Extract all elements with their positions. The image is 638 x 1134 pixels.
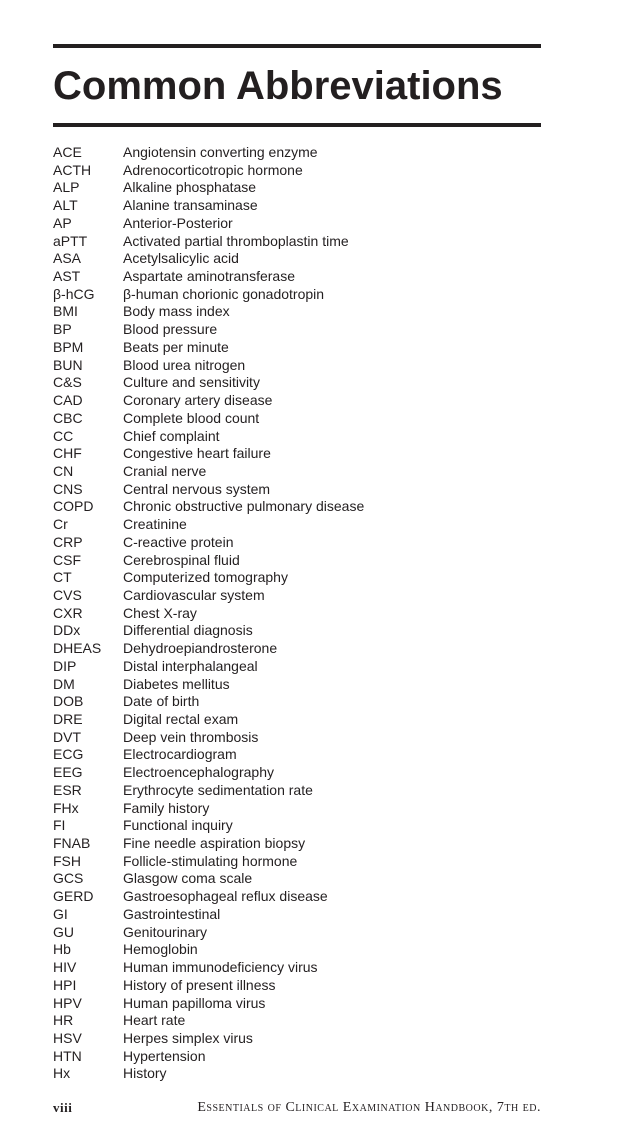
abbreviation-term: Hb	[53, 941, 71, 958]
abbreviation-row	[53, 197, 364, 215]
abbreviation-row	[53, 445, 364, 463]
abbreviation-definition: β-human chorionic gonadotropin	[123, 285, 325, 302]
abbreviation-definition: Gastrointestinal	[123, 905, 221, 922]
abbreviation-row	[53, 357, 364, 375]
abbreviation-row	[53, 587, 364, 605]
abbreviation-definition: History	[123, 1065, 167, 1082]
abbreviation-definition: C-reactive protein	[123, 533, 234, 550]
abbreviation-term: ACTH	[53, 161, 92, 178]
abbreviation-term: ECG	[53, 746, 84, 763]
page-title: Common Abbreviations	[53, 64, 503, 108]
abbreviation-definition: Activated partial thromboplastin time	[123, 232, 349, 249]
abbreviation-row	[53, 233, 364, 251]
abbreviation-term: HPI	[53, 976, 77, 993]
abbreviation-definition: Chronic obstructive pulmonary disease	[123, 498, 365, 515]
abbreviation-row	[53, 658, 364, 676]
abbreviation-list	[53, 144, 364, 1083]
abbreviation-row	[53, 729, 364, 747]
abbreviation-definition: Central nervous system	[123, 480, 271, 497]
abbreviation-term: DIP	[53, 657, 77, 674]
abbreviation-definition: Culture and sensitivity	[123, 374, 260, 391]
abbreviation-term: Hx	[53, 1065, 71, 1082]
abbreviation-row	[53, 534, 364, 552]
abbreviation-term: FSH	[53, 852, 81, 869]
abbreviation-term: CRP	[53, 533, 83, 550]
abbreviation-definition: Creatinine	[123, 516, 187, 533]
abbreviation-row	[53, 817, 364, 835]
abbreviation-row	[53, 481, 364, 499]
abbreviation-row	[53, 339, 364, 357]
title-bottom-rule	[53, 123, 541, 127]
abbreviation-term: DRE	[53, 711, 83, 727]
abbreviation-definition: Distal interphalangeal	[123, 657, 258, 674]
title-top-rule	[53, 44, 541, 48]
page-number: viii	[53, 1100, 73, 1115]
abbreviation-row	[53, 268, 364, 286]
abbreviation-definition: Human immunodeficiency virus	[123, 959, 318, 976]
abbreviation-term: HPV	[53, 994, 82, 1011]
abbreviation-definition: Cardiovascular system	[123, 586, 265, 603]
abbreviation-term: DDx	[53, 622, 81, 639]
abbreviation-row	[53, 853, 364, 871]
abbreviation-definition: Chest X-ray	[123, 604, 197, 621]
abbreviation-definition: Dehydroepiandrosterone	[123, 640, 278, 657]
abbreviation-definition: Human papilloma virus	[123, 994, 266, 1011]
abbreviation-row	[53, 1065, 364, 1083]
abbreviation-definition: Diabetes mellitus	[123, 675, 230, 692]
abbreviation-term: EEG	[53, 764, 83, 781]
abbreviation-row	[53, 1048, 364, 1066]
abbreviation-row	[53, 711, 364, 729]
abbreviation-term: CN	[53, 462, 74, 479]
abbreviation-row	[53, 410, 364, 428]
abbreviation-term: aPTT	[53, 232, 88, 249]
abbreviation-definition: Hypertension	[123, 1047, 206, 1064]
abbreviation-definition: Herpes simplex virus	[123, 1029, 253, 1046]
abbreviation-row	[53, 924, 364, 942]
abbreviation-definition: Heart rate	[123, 1012, 186, 1029]
abbreviation-row	[53, 1030, 364, 1048]
abbreviation-row	[53, 782, 364, 800]
abbreviation-row	[53, 622, 364, 640]
abbreviation-term: BP	[53, 321, 72, 338]
abbreviation-row	[53, 605, 364, 623]
abbreviation-term: AP	[53, 214, 72, 231]
abbreviation-definition: Functional inquiry	[123, 817, 233, 834]
abbreviation-definition: Alanine transaminase	[123, 197, 258, 214]
abbreviation-term: BPM	[53, 338, 84, 355]
abbreviation-definition: Cerebrospinal fluid	[123, 551, 240, 568]
abbreviation-term: ESR	[53, 781, 82, 798]
abbreviation-term: ALT	[53, 197, 78, 214]
abbreviation-row	[53, 392, 364, 410]
abbreviation-definition: Body mass index	[123, 303, 230, 320]
abbreviation-definition: Follicle-stimulating hormone	[123, 852, 298, 869]
abbreviation-term: ALP	[53, 179, 80, 196]
abbreviation-term: CNS	[53, 480, 83, 497]
abbreviation-row	[53, 746, 364, 764]
abbreviation-definition: Computerized tomography	[123, 569, 288, 586]
abbreviation-definition: Fine needle aspiration biopsy	[123, 835, 306, 852]
abbreviation-term: CC	[53, 427, 74, 444]
abbreviation-term: GCS	[53, 870, 84, 887]
abbreviation-term: FHx	[53, 799, 79, 816]
abbreviation-definition: Beats per minute	[123, 338, 229, 355]
running-title: Essentials of Clinical Examination Handbook, 7th ed.	[197, 1100, 541, 1115]
abbreviation-term: BMI	[53, 303, 78, 320]
abbreviation-row	[53, 321, 364, 339]
abbreviation-row	[53, 1012, 364, 1030]
abbreviation-definition: Blood urea nitrogen	[123, 356, 246, 373]
abbreviation-definition: Alkaline phosphatase	[123, 179, 257, 196]
abbreviation-definition: Glasgow coma scale	[123, 870, 253, 887]
abbreviation-row	[53, 870, 364, 888]
abbreviation-term: DVT	[53, 728, 81, 745]
abbreviation-term: CAD	[53, 392, 83, 409]
abbreviation-term: ACE	[53, 144, 82, 160]
abbreviation-term: ASA	[53, 250, 82, 267]
abbreviation-definition: Electroencephalography	[123, 764, 274, 781]
abbreviation-row	[53, 428, 364, 446]
abbreviation-row	[53, 941, 364, 959]
abbreviation-row	[53, 569, 364, 587]
abbreviation-term: C&S	[53, 374, 82, 391]
abbreviation-row	[53, 463, 364, 481]
abbreviation-row	[53, 676, 364, 694]
abbreviation-row	[53, 977, 364, 995]
abbreviation-term: HSV	[53, 1029, 82, 1046]
abbreviation-row	[53, 303, 364, 321]
abbreviation-definition: Acetylsalicylic acid	[123, 250, 239, 267]
abbreviation-definition: Genitourinary	[123, 923, 208, 940]
abbreviation-term: GU	[53, 923, 74, 940]
abbreviation-row	[53, 162, 364, 180]
abbreviation-definition: Hemoglobin	[123, 941, 198, 958]
abbreviation-row	[53, 959, 364, 977]
abbreviation-definition: Blood pressure	[123, 321, 218, 338]
abbreviation-term: β-hCG	[53, 285, 95, 302]
abbreviation-row	[53, 693, 364, 711]
abbreviation-term: CSF	[53, 551, 81, 568]
abbreviation-definition: Cranial nerve	[123, 462, 207, 479]
abbreviation-definition: Chief complaint	[123, 427, 220, 444]
abbreviation-term: AST	[53, 268, 81, 285]
abbreviation-row	[53, 286, 364, 304]
abbreviation-term: COPD	[53, 498, 94, 515]
abbreviation-definition: Adrenocorticotropic hormone	[123, 161, 303, 178]
abbreviation-term: BUN	[53, 356, 83, 373]
abbreviation-term: FNAB	[53, 835, 91, 852]
abbreviation-row	[53, 552, 364, 570]
abbreviation-definition: Erythrocyte sedimentation rate	[123, 781, 313, 798]
page-footer	[53, 1098, 541, 1118]
abbreviation-definition: Electrocardiogram	[123, 746, 237, 763]
abbreviation-definition: Anterior-Posterior	[123, 214, 233, 231]
abbreviation-definition: Congestive heart failure	[123, 445, 271, 462]
abbreviation-definition: History of present illness	[123, 976, 276, 993]
abbreviation-row	[53, 835, 364, 853]
abbreviation-row	[53, 498, 364, 516]
abbreviation-definition: Digital rectal exam	[123, 711, 239, 727]
abbreviation-term: CXR	[53, 604, 83, 621]
abbreviation-row	[53, 888, 364, 906]
abbreviation-term: DM	[53, 675, 75, 692]
abbreviation-row	[53, 215, 364, 233]
abbreviation-definition: Aspartate aminotransferase	[123, 268, 295, 285]
abbreviation-definition: Coronary artery disease	[123, 392, 273, 409]
abbreviation-term: HTN	[53, 1047, 82, 1064]
abbreviation-definition: Differential diagnosis	[123, 622, 253, 639]
abbreviation-row	[53, 800, 364, 818]
abbreviation-definition: Gastroesophageal reflux disease	[123, 888, 328, 905]
abbreviation-term: CHF	[53, 445, 82, 462]
abbreviation-definition: Date of birth	[123, 693, 200, 710]
abbreviation-term: DOB	[53, 693, 84, 710]
abbreviation-row	[53, 640, 364, 658]
abbreviation-row	[53, 906, 364, 924]
abbreviation-term: GERD	[53, 888, 94, 905]
abbreviation-definition: Family history	[123, 799, 210, 816]
abbreviation-row	[53, 250, 364, 268]
abbreviation-definition: Complete blood count	[123, 409, 260, 426]
abbreviation-term: FI	[53, 817, 66, 834]
abbreviation-row	[53, 516, 364, 534]
abbreviation-definition: Deep vein thrombosis	[123, 728, 259, 745]
abbreviation-term: GI	[53, 905, 68, 922]
abbreviation-row	[53, 995, 364, 1013]
abbreviation-row	[53, 764, 364, 782]
abbreviation-term: DHEAS	[53, 640, 102, 657]
abbreviation-term: Cr	[53, 516, 68, 533]
abbreviation-definition: Angiotensin converting enzyme	[123, 144, 318, 160]
abbreviation-row	[53, 374, 364, 392]
abbreviation-term: CVS	[53, 586, 82, 603]
abbreviation-term: CT	[53, 569, 72, 586]
abbreviation-term: CBC	[53, 409, 83, 426]
abbreviation-term: HR	[53, 1012, 74, 1029]
abbreviation-row	[53, 179, 364, 197]
abbreviation-term: HIV	[53, 959, 77, 976]
abbreviation-row	[53, 144, 364, 162]
